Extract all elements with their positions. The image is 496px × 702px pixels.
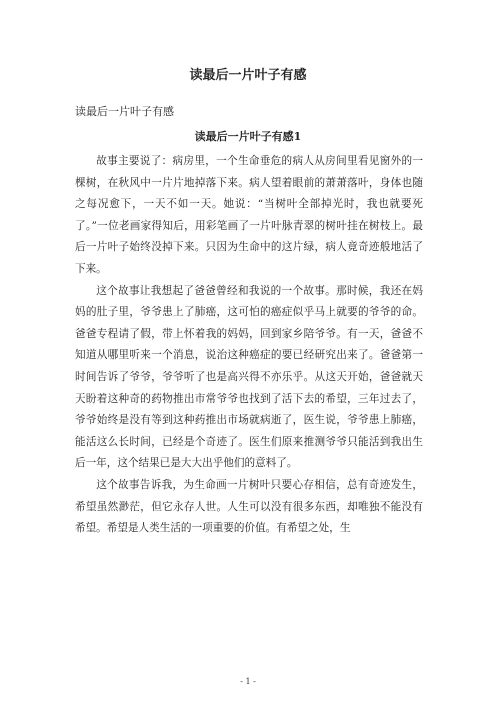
paragraph-2: 这个故事让我想起了爸爸曾经和我说的一个故事。那时候，我还在妈妈的肚子里，爷爷患上了肺癌，这可怕的癌症似乎马上就要的爷爷的命。爸爸专程请了假，带上怀着我的妈妈，回到家乡陪爷爷。有一天，爸爸不知道从哪里听来一个消息，说治这种癌症的要已经研究出来了。爸爸第一时间告诉了爷爷，爷爷听了也是高兴得不亦乐乎。从这天开始，爸爸就天天盼着这种奇的药物推出市常爷爷也找到了活下去的希望，三年过去了，爷爷始终是没有等到这种药推出市场就病逝了，医生说，爷爷患上肺癌，能活这么长时间，已经是个奇迹了。医生们原来推测爷爷只能活到我出生后一年，这个结果已是大大出乎他们的意料了。: [75, 284, 423, 470]
section-heading: 读最后一片叶子有感1: [194, 130, 302, 143]
page-number: - 1 -: [240, 677, 256, 686]
body-text: [75, 151, 423, 540]
paragraph-3: 这个故事告诉我，为生命画一片树叶只要心存相信，总有奇迹发生，希望虽然渺茫，但它永存人世。人生可以没有很多东西，却唯独不能没有希望。希望是人类生活的一项重要的价值。有希望之处，生: [75, 478, 423, 535]
document-subtitle: 读最后一片叶子有感: [75, 105, 174, 118]
document-title: 读最后一片叶子有感: [189, 68, 307, 83]
paragraph-1: 故事主要说了：病房里，一个生命垂危的病人从房间里看见窗外的一棵树，在秋风中一片片地掉落下来。病人望着眼前的萧萧落叶，身体也随之每况愈下，一天不如一天。她说：“当树叶全部掉光时，我也就要死了。”一位老画家得知后，用彩笔画了一片叶脉青翠的树叶挂在树枝上。最后一片叶子始终没掉下来。只因为生命中的这片绿，病人竟奇迹般地活了下来。: [75, 155, 423, 275]
